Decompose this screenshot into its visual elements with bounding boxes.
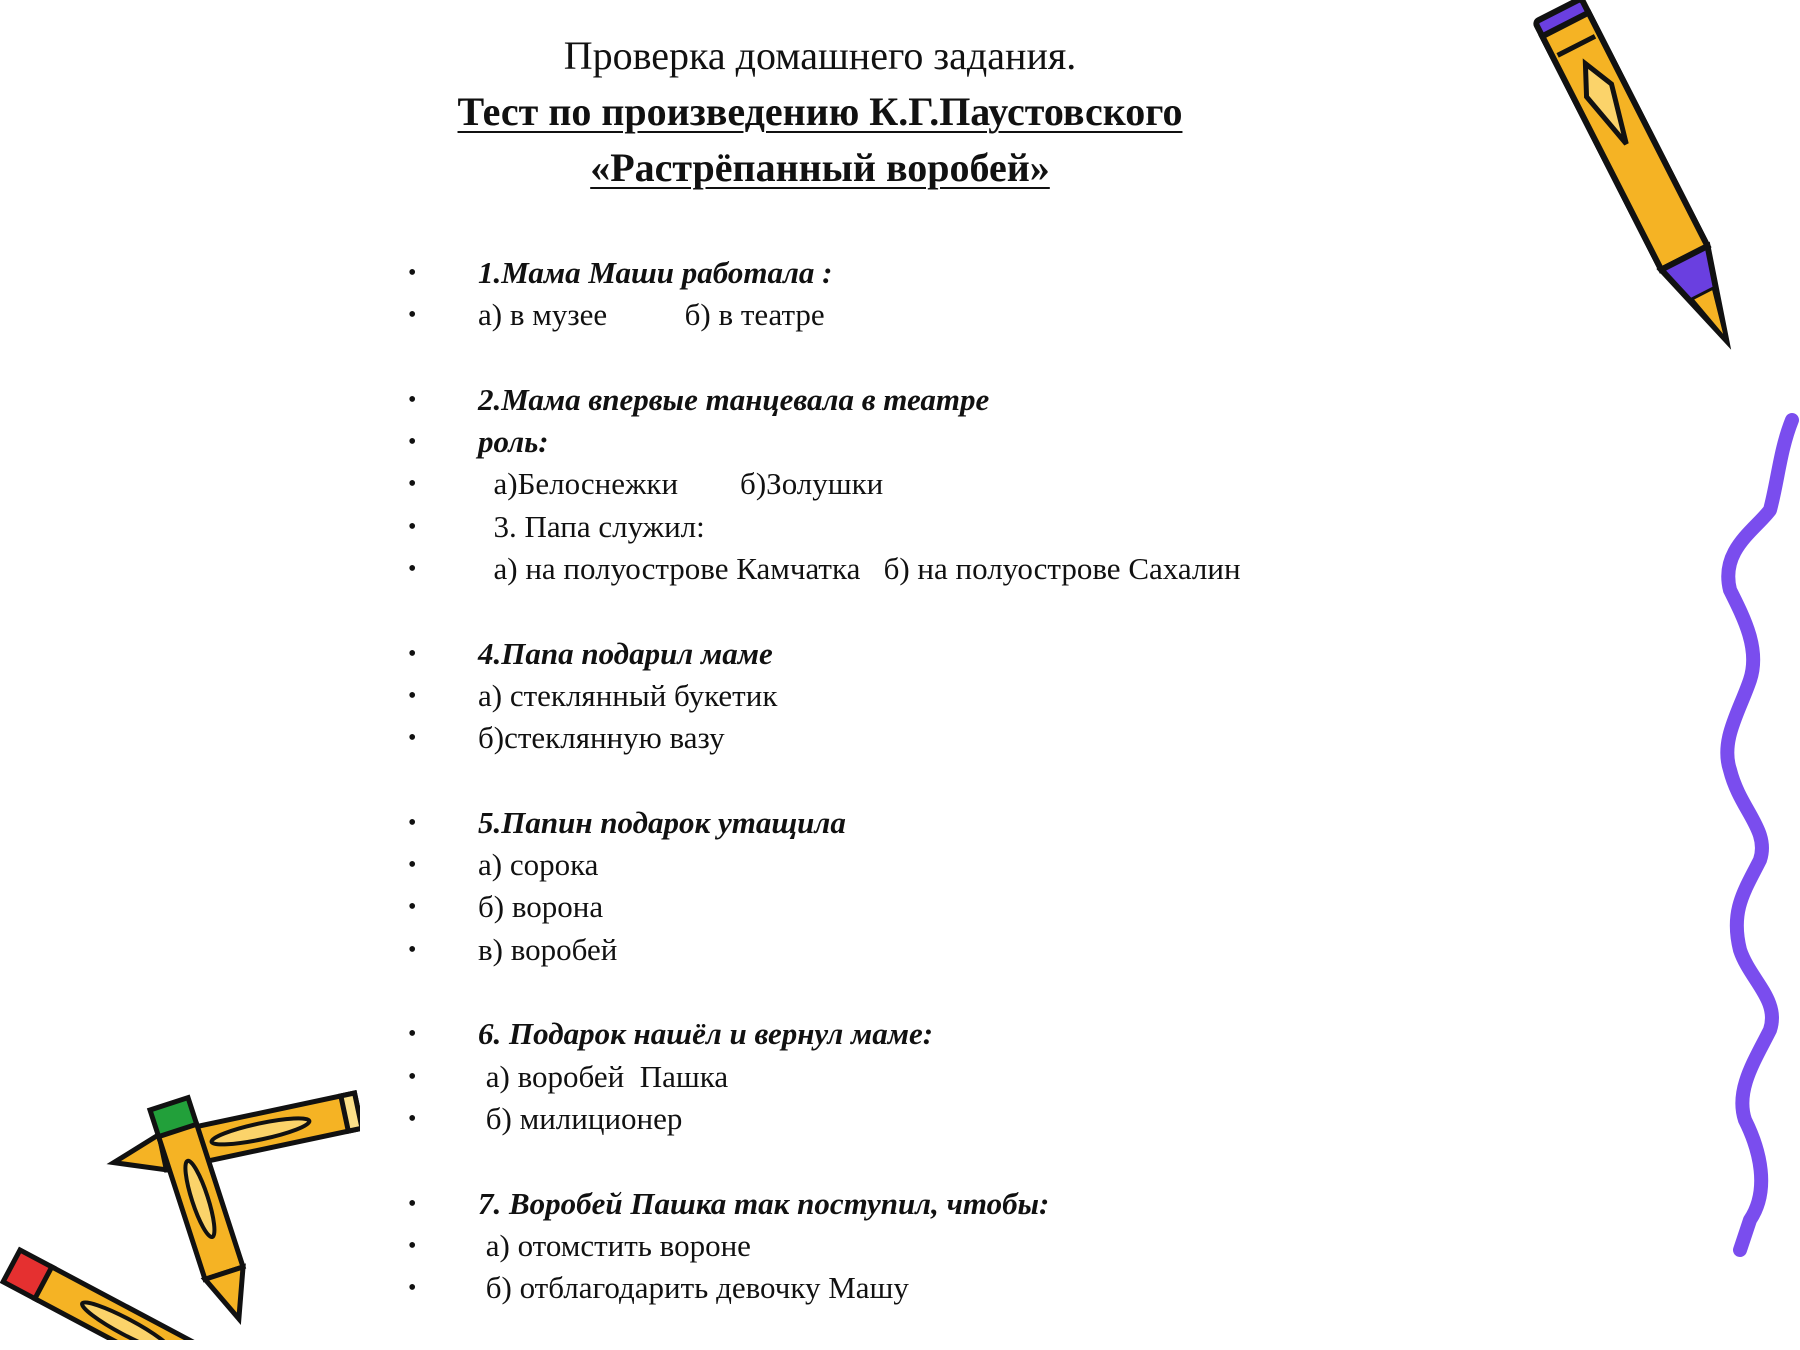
question-text: 2.Мама впервые танцевала в театре <box>478 381 990 417</box>
title-block <box>300 28 1340 196</box>
answer-text: а) на полуострове Камчатка б) на полуострове Сахалин <box>478 551 1241 587</box>
story-title: «Растрёпанный воробей» <box>590 145 1050 190</box>
answer-item <box>408 1267 1508 1309</box>
bullet: • <box>408 1063 417 1090</box>
answer-item <box>408 1098 1508 1140</box>
question-text: роль: <box>478 424 549 460</box>
bullet: • <box>408 1275 417 1302</box>
question-item <box>408 802 1508 844</box>
spacer <box>408 1140 1508 1182</box>
bullet: • <box>408 936 417 963</box>
spacer <box>408 590 1508 632</box>
answer-text: а)Белоснежки б)Золушки <box>478 466 884 502</box>
bullet: • <box>408 894 417 921</box>
answer-item <box>408 548 1508 590</box>
question-text: 4.Папа подарил маме <box>478 635 773 671</box>
bullet: • <box>408 640 417 667</box>
question-item <box>408 1183 1508 1225</box>
bullet: • <box>408 1021 417 1048</box>
bullet: • <box>408 1232 417 1259</box>
bullet: • <box>408 260 417 286</box>
spacer <box>408 760 1508 802</box>
answer-text: б) отблагодарить девочку Машу <box>478 1270 909 1306</box>
bullet: • <box>408 682 417 709</box>
answer-text: б) милиционер <box>478 1100 683 1136</box>
answer-text: а) отомстить вороне <box>478 1227 751 1263</box>
bullet: • <box>408 513 417 540</box>
answer-item <box>408 844 1508 886</box>
question-text: 7. Воробей Пашка так поступил, чтобы: <box>478 1185 1050 1221</box>
bullet: • <box>408 429 417 456</box>
question-text: 6. Подарок нашёл и вернул маме: <box>478 1016 934 1052</box>
answer-text: а) воробей Пашка <box>478 1058 729 1094</box>
question-text: 5.Папин подарок утащила <box>478 804 846 840</box>
bullet: • <box>408 725 417 752</box>
answer-item <box>408 1056 1508 1098</box>
bullet: • <box>408 809 417 836</box>
answer-text: а) стеклянный букетик <box>478 677 778 713</box>
question-item <box>408 421 1508 463</box>
question-item <box>408 633 1508 675</box>
answer-text: б) ворона <box>478 889 604 925</box>
slide-title: Проверка домашнего задания. <box>563 33 1077 78</box>
answer-item <box>408 929 1508 971</box>
bullet: • <box>408 471 417 498</box>
quiz-list <box>408 252 1508 1309</box>
answer-text: а) сорока <box>478 847 599 883</box>
question-item <box>408 379 1508 421</box>
question-text: 1.Мама Маши работала : <box>478 255 833 290</box>
test-title: Тест по произведению К.Г.Паустовского <box>457 89 1183 134</box>
answer-item <box>408 675 1508 717</box>
answer-text: в) воробей <box>478 931 618 967</box>
bullet: • <box>408 1105 417 1132</box>
pencil-icon <box>1515 0 1785 430</box>
bullet: • <box>408 302 417 329</box>
answer-text: 3. Папа служил: <box>478 508 705 544</box>
answer-item <box>408 886 1508 928</box>
answer-item <box>408 463 1508 505</box>
question-item <box>408 1013 1508 1055</box>
spacer <box>408 337 1508 379</box>
question-item <box>408 252 1508 294</box>
bullet: • <box>408 852 417 879</box>
answer-item <box>408 1225 1508 1267</box>
bullet: • <box>408 386 417 413</box>
answer-text: а) в музее б) в театре <box>478 297 825 333</box>
crossed-pencils-icon <box>0 1090 360 1340</box>
bullet: • <box>408 556 417 583</box>
answer-item <box>408 506 1508 548</box>
answer-item <box>408 717 1508 759</box>
spacer <box>408 971 1508 1013</box>
bullet: • <box>408 1190 417 1217</box>
answer-text: б)стеклянную вазу <box>478 720 725 756</box>
squiggle-line-icon <box>1700 410 1800 1270</box>
answer-item <box>408 294 1508 336</box>
